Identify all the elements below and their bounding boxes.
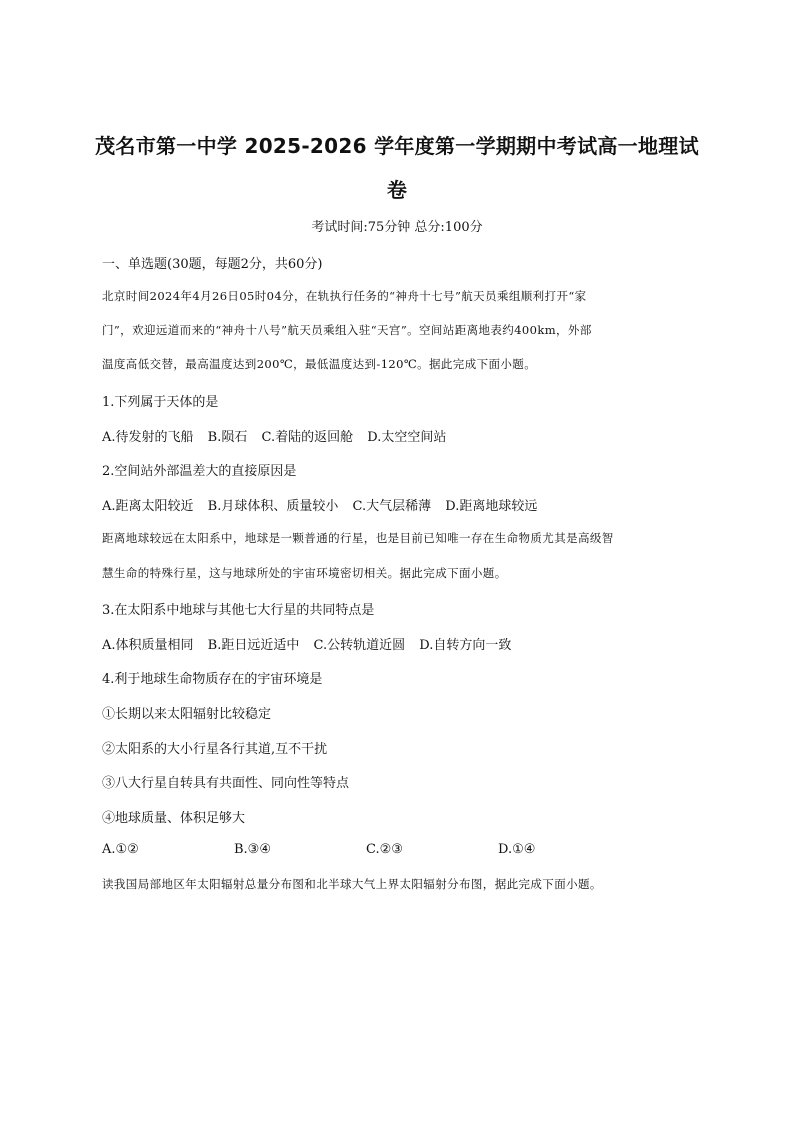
passage1-line1: 北京时间2024年4月26日05时04分，在轨执行任务的“神舟十七号”航天员乘组顺利打开“家: [102, 289, 587, 303]
q4-option-a: A.①②: [102, 842, 139, 857]
q1-option-b: B.陨石: [207, 430, 248, 445]
q2-options: [102, 495, 537, 514]
passage2-line2: 慧生命的特殊行星，这与地球所处的宇宙环境密切相关。据此完成下面小题。: [102, 566, 507, 580]
q1-stem: 1.下列属于天体的是: [102, 395, 219, 410]
q2-option-a: A.距离太阳较近: [102, 499, 194, 514]
q3-stem: 3.在太阳系中地球与其他七大行星的共同特点是: [102, 603, 375, 618]
exam-title-line2: 卷: [386, 178, 408, 202]
q1-option-d: D.太空空间站: [367, 430, 447, 445]
q4-stem: 4.利于地球生命物质存在的宇宙环境是: [102, 672, 323, 687]
q3-options: [102, 634, 511, 653]
exam-title-line1: 茂名市第一中学 2025-2026 学年度第一学期期中考试高一地理试: [95, 134, 699, 158]
q2-stem: 2.空间站外部温差大的直接原因是: [102, 464, 297, 479]
q3-option-c: C.公转轨道近圆: [313, 638, 406, 653]
q2-option-d: D.距离地球较远: [445, 499, 538, 514]
q3-option-a: A.体积质量相同: [102, 638, 194, 653]
q1-option-c: C.着陆的返回舱: [261, 430, 354, 445]
passage3-line1: 读我国局部地区年太阳辐射总量分布图和北半球大气上界太阳辐射分布图，据此完成下面小题。: [102, 877, 602, 891]
q4-statement-4: ④地球质量、体积足够大: [102, 811, 246, 826]
q1-options: [102, 426, 446, 445]
passage2-line1: 距离地球较远在太阳系中，地球是一颗普通的行星，也是目前已知唯一存在生命物质尤其是高级智: [102, 531, 614, 545]
q2-option-c: C.大气层稀薄: [352, 499, 432, 514]
q3-option-d: D.自转方向一致: [419, 638, 512, 653]
passage1-line3: 温度高低交替，最高温度达到200℃，最低温度达到-120℃。据此完成下面小题。: [102, 357, 537, 371]
q3-option-b: B.距日远近适中: [207, 638, 300, 653]
passage1-line2: 门”，欢迎远道而来的“神舟十八号”航天员乘组入驻“天宫”。空间站距离地表约400km，外部: [102, 323, 592, 337]
q4-options: [102, 842, 630, 857]
q4-option-b: B.③④: [234, 842, 271, 857]
q2-option-b: B.月球体积、质量较小: [207, 499, 339, 514]
exam-meta: 考试时间:75分钟 总分:100分: [311, 220, 483, 235]
q4-statement-1: ①长期以来太阳辐射比较稳定: [102, 707, 272, 722]
section-heading: 一、单选题(30题，每题2分，共60分): [102, 257, 323, 272]
q4-option-c: C.②③: [366, 842, 403, 857]
q4-option-d: D.①④: [498, 842, 536, 857]
q4-statement-3: ③八大行星自转具有共面性、同向性等特点: [102, 776, 350, 791]
q1-option-a: A.待发射的飞船: [102, 430, 194, 445]
q4-statement-2: ②太阳系的大小行星各行其道,互不干扰: [102, 742, 328, 757]
